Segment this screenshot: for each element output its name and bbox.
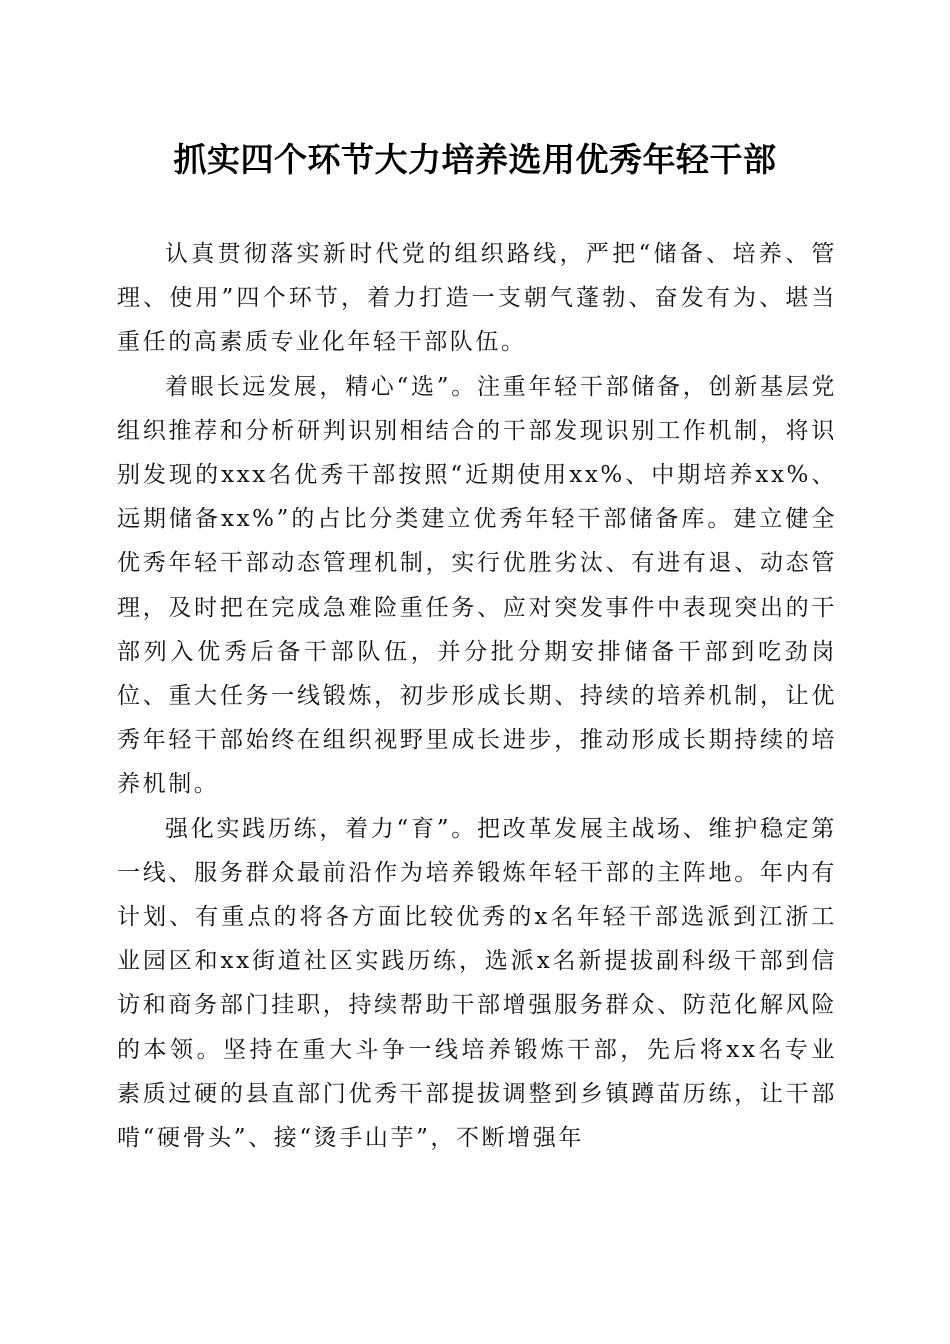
paragraph-cultivate: 强化实践历练，着力“育”。把改革发展主战场、维护稳定第一线、服务群众最前沿作为培养锻炼年轻干部的主阵地。年内有计划、有重点的将各方面比较优秀的x名年轻干部选派到江浙工业园区和xx街道社区实践历练，选派x名新提拔副科级干部到信访和商务部门挂职，持续帮助干部增强服务群众、防范化解风险的本领。坚持在重大斗争一线培养锻炼干部，先后将xx名专业素质过硬的县直部门优秀干部提拔调整到乡镇蹲苗历练，让干部啃“硬骨头”、接“烫手山芋”，不断增强年 [117,815,837,1152]
document-body [117,232,837,1160]
paragraph-select: 着眼长远发展，精心“选”。注重年轻干部储备，创新基层党组织推荐和分析研判识别相结合的干部发现识别工作机制，将识别发现的xxx名优秀干部按照“近期使用xx%、中期培养xx%、远期储备xx%”的占比分类建立优秀年轻干部储备库。建立健全优秀年轻干部动态管理机制，实行优胜劣汰、有进有退、动态管理，及时把在完成急难险重任务、应对突发事件中表现突出的干部列入优秀后备干部队伍，并分批分期安排储备干部到吃劲岗位、重大任务一线锻炼，初步形成长期、持续的培养机制，让优秀年轻干部始终在组织视野里成长进步，推动形成长期持续的培养机制。 [117,373,837,798]
paragraph-intro: 认真贯彻落实新时代党的组织路线，严把“储备、培养、管理、使用”四个环节，着力打造一支朝气蓬勃、奋发有为、堪当重任的高素质专业化年轻干部队伍。 [117,241,837,356]
document-title: 抓实四个环节大力培养选用优秀年轻干部 [173,140,777,179]
